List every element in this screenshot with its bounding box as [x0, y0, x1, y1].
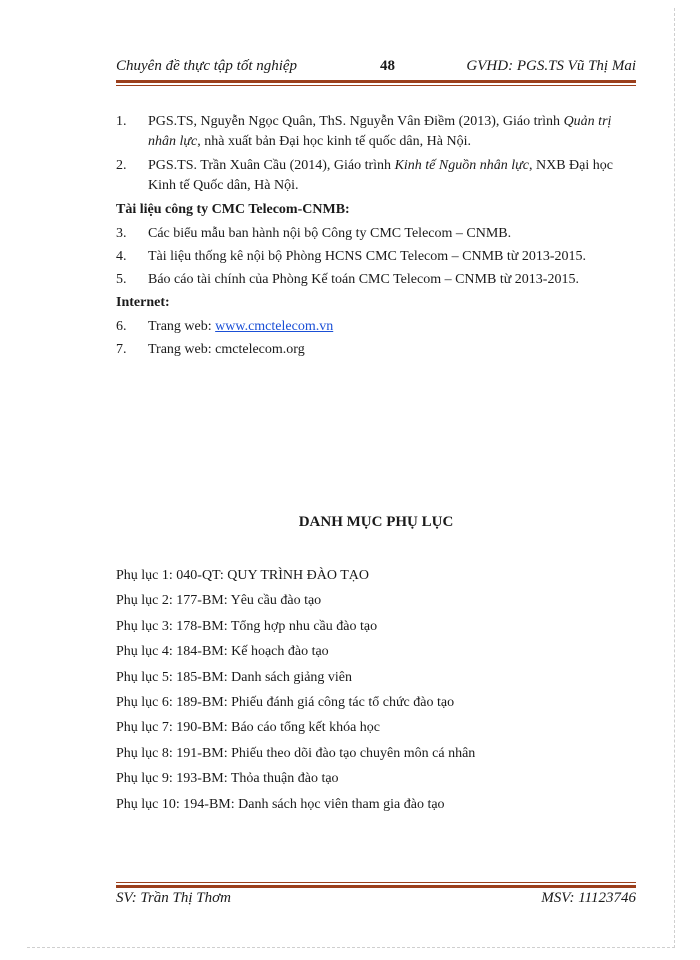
page-footer: [116, 890, 636, 912]
reference-number: 2.: [116, 158, 127, 173]
appendix-item: Phụ lục 2: 177-BM: Yêu cầu đào tạo: [116, 593, 322, 609]
reference-publisher: , NXB Đại học Kinh tế Quốc dân, Hà Nội.: [148, 158, 613, 193]
footer-rule-thick: [116, 885, 636, 888]
header-thesis-title: Chuyên đề thực tập tốt nghiệp: [116, 58, 298, 74]
header-rule-thick: [116, 80, 636, 83]
appendix-item: Phụ lục 9: 193-BM: Thỏa thuận đào tạo: [116, 771, 339, 787]
reference-item: [116, 112, 636, 152]
appendix-item: Phụ lục 5: 185-BM: Danh sách giảng viên: [116, 669, 353, 685]
header-rule-thin: [116, 85, 636, 86]
footer-student: SV: Trần Thị Thơm: [116, 890, 231, 906]
reference-label: Trang web:: [148, 319, 216, 334]
appendix-title: DANH MỤC PHỤ LỤC: [298, 514, 454, 530]
internet-heading: Internet:: [116, 295, 170, 310]
footer-rule-thin: [116, 882, 636, 883]
reference-number: 1.: [116, 114, 127, 129]
reference-book-title: Kinh tế Nguồn nhân lực: [394, 158, 529, 173]
appendix-item: Phụ lục 4: 184-BM: Kế hoạch đào tạo: [116, 644, 329, 660]
footer-student-id: MSV: 11123746: [541, 890, 636, 906]
reference-label: Trang web:: [148, 342, 216, 357]
reference-publisher: , nhà xuất bản Đại học kinh tế quốc dân, Hà Nội.: [197, 134, 471, 149]
appendix-item: Phụ lục 10: 194-BM: Danh sách học viên tham gia đào tạo: [116, 796, 445, 812]
reference-item: [116, 317, 636, 337]
appendix-list: [116, 566, 636, 820]
reference-number: 3.: [116, 226, 127, 241]
page-number: 48: [380, 58, 395, 74]
appendix-item: Phụ lục 1: 040-QT: QUY TRÌNH ĐÀO TẠO: [116, 568, 369, 583]
reference-item: [116, 270, 636, 290]
company-docs-heading: Tài liệu công ty CMC Telecom-CNMB:: [116, 202, 350, 217]
appendix-item: Phụ lục 6: 189-BM: Phiếu đánh giá công tác tổ chức đào tạo: [116, 694, 455, 710]
reference-item: [116, 340, 636, 360]
reference-text: PGS.TS, Nguyễn Ngọc Quân, ThS. Nguyễn Vân Điềm (2013), Giáo trình: [148, 114, 564, 129]
references-block: [116, 112, 636, 363]
reference-number: 6.: [116, 319, 127, 334]
appendix-item: Phụ lục 7: 190-BM: Báo cáo tổng kết khóa học: [116, 720, 381, 736]
reference-book-title: Quản trị nhân lực: [148, 114, 612, 149]
reference-item: [116, 247, 636, 267]
reference-text: Các biểu mẫu ban hành nội bộ Công ty CMC Telecom – CNMB.: [148, 226, 512, 241]
website-link[interactable]: www.cmctelecom.vn: [215, 319, 334, 334]
header-advisor: GVHD: PGS.TS Vũ Thị Mai: [466, 58, 636, 74]
reference-text: Tài liệu thống kê nội bộ Phòng HCNS CMC Telecom – CNMB từ 2013-2015.: [148, 249, 587, 264]
reference-number: 4.: [116, 249, 127, 264]
reference-number: 7.: [116, 342, 127, 357]
reference-item: [116, 224, 636, 244]
website-text: cmctelecom.org: [215, 342, 305, 357]
appendix-item: Phụ lục 8: 191-BM: Phiếu theo dõi đào tạo chuyên môn cá nhân: [116, 745, 476, 761]
appendix-item: Phụ lục 3: 178-BM: Tổng hợp nhu cầu đào tạo: [116, 618, 378, 634]
reference-number: 5.: [116, 272, 127, 287]
reference-text: Báo cáo tài chính của Phòng Kế toán CMC Telecom – CNMB từ 2013-2015.: [148, 272, 579, 287]
reference-text: PGS.TS. Trần Xuân Cầu (2014), Giáo trình: [148, 158, 395, 173]
reference-item: [116, 156, 636, 196]
page-header: [116, 58, 636, 80]
